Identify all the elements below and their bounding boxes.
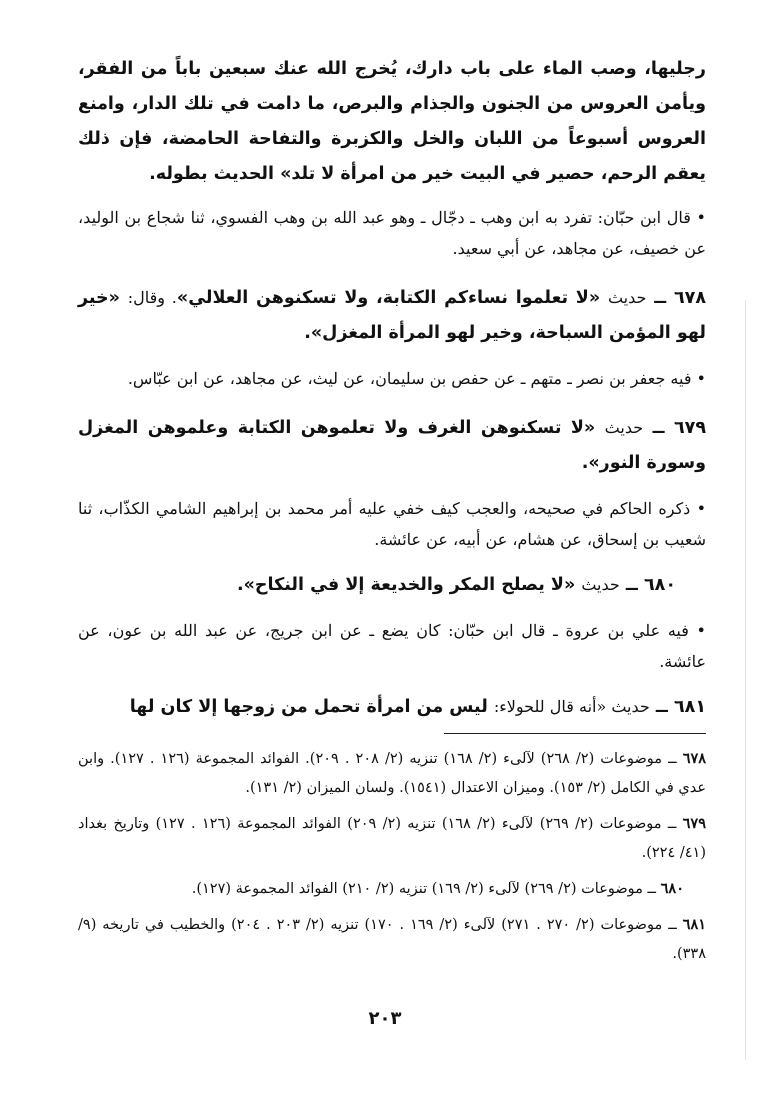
- footnote-678: [78, 744, 706, 803]
- hadith-text: «لا تسكنوهن الغرف ولا تعلموهن الكتابة وعلموهن المغزل وسورة النور».: [78, 418, 706, 473]
- hadith-connector: . وقال:: [127, 288, 177, 307]
- footnote-number: ٦٨٠: [660, 880, 684, 897]
- hadith-text-continuation: رجليها، وصب الماء على باب دارك، يُخرج الله عنك سبعين باباً من الفقر، ويأمن العروس من الجنون والجذام والبرص، ما دامت في تلك الدار، وامنع العروس أسبوعاً من اللبان والخل والكزبرة والتفاحة الحامضة، فإن ذلك يعقم الرحم، حصير في البيت خير من امرأة لا تلد» الحديث بطوله.: [78, 59, 706, 184]
- hadith-intro: حديث: [604, 418, 644, 437]
- footnote-text: ــ موضوعات (٢/ ٢٦٨) لآلىء (٢/ ١٦٨) تنزيه (٢/ ٢٠٨ . ٢٠٩). الفوائد المجموعة (١٢٦ . ١٢٧). وابن عدي في الكامل (٢/ ١٥٣). وميزان الاعتدال (١٥٤١). ولسان الميزان (٢/ ١٣١).: [78, 751, 706, 796]
- page-number: ٢٠٣: [368, 1008, 402, 1029]
- hadith-number: ٦٨٠ ــ: [625, 575, 676, 595]
- commentary-ibn-hibban: • قال ابن حبّان: تفرد به ابن وهب ـ دجّال ـ وهو عبد الله بن وهب الفسوي، ثنا شجاع بن الوليد، عن خصيف، عن مجاهد، عن أبي سعيد.: [78, 208, 706, 258]
- hadith-text: «لا يصلح المكر والخديعة إلا في النكاح».: [236, 575, 576, 595]
- footnote-text: ــ موضوعات (٢/ ٢٦٩) لآلىء (٢/ ١٦٩) تنزيه (٢/ ٢١٠) الفوائد المجموعة (١٢٧).: [191, 881, 657, 897]
- hadith-intro: حديث: [581, 575, 620, 594]
- hadith-number: ٦٨١ ــ: [655, 697, 706, 717]
- footnote-separator: [444, 733, 706, 734]
- footnote-number: ٦٧٨: [682, 750, 707, 767]
- commentary-679: • ذكره الحاكم في صحيحه، والعجب كيف خفي عليه أمر محمد بن إبراهيم الشامي الكذّاب، ثنا شعيب بن إسحاق، عن هشام، عن أبيه، عن عائشة.: [78, 499, 707, 549]
- hadith-text: ليس من امرأة تحمل من زوجها إلا كان لها: [129, 697, 488, 717]
- footnote-text: ــ موضوعات (٢/ ٢٧٠ . ٢٧١) لآلىء (٢/ ١٦٩ . ١٧٠) تنزيه (٢/ ٢٠٣ . ٢٠٤) والخطيب في تاريخه (٩/ ٣٣٨).: [78, 917, 706, 962]
- footnote-number: ٦٨١: [682, 916, 707, 933]
- footnote-681: [78, 910, 706, 969]
- hadith-intro: حديث: [607, 288, 647, 307]
- footnotes: [78, 744, 706, 969]
- hadith-680: [78, 567, 706, 603]
- hadith-681: [78, 689, 706, 725]
- hadith-number: ٦٧٩ ــ: [652, 418, 707, 438]
- hadith-679: [78, 410, 706, 481]
- footnote-text: ــ موضوعات (٢/ ٢٦٩) لآلىء (٢/ ١٦٨) تنزيه (٢/ ٢٠٩) الفوائد المجموعة (١٢٦ . ١٢٧) وتاريخ بغداد (٤١/ ٢٢٤).: [78, 816, 706, 861]
- commentary-678: • فيه جعفر بن نصر ـ متهم ـ عن حفص بن سليمان، عن ليث، عن مجاهد، عن ابن عبّاس.: [127, 369, 706, 388]
- page-body: [78, 52, 706, 1052]
- hadith-text: «لا تعلموا نساءكم الكتابة، ولا تسكنوهن العلالي»: [176, 288, 601, 308]
- hadith-text-second: «خير لهو المؤمن السباحة، وخير لهو المرأة المغزل».: [78, 288, 706, 343]
- footnote-680: [78, 874, 706, 904]
- hadith-intro: حديث «أنه قال للحولاء:: [493, 697, 650, 716]
- footnote-679: [78, 809, 706, 868]
- hadith-678: [78, 280, 706, 351]
- footnote-number: ٦٧٩: [682, 815, 707, 832]
- commentary-680: • فيه علي بن عروة ـ قال ابن حبّان: كان يضع ـ عن ابن جريج، عن عبد الله بن عون، عن عائشة.: [78, 621, 706, 671]
- hadith-number: ٦٧٨ ــ: [654, 288, 707, 308]
- scan-edge-line: [745, 300, 746, 1060]
